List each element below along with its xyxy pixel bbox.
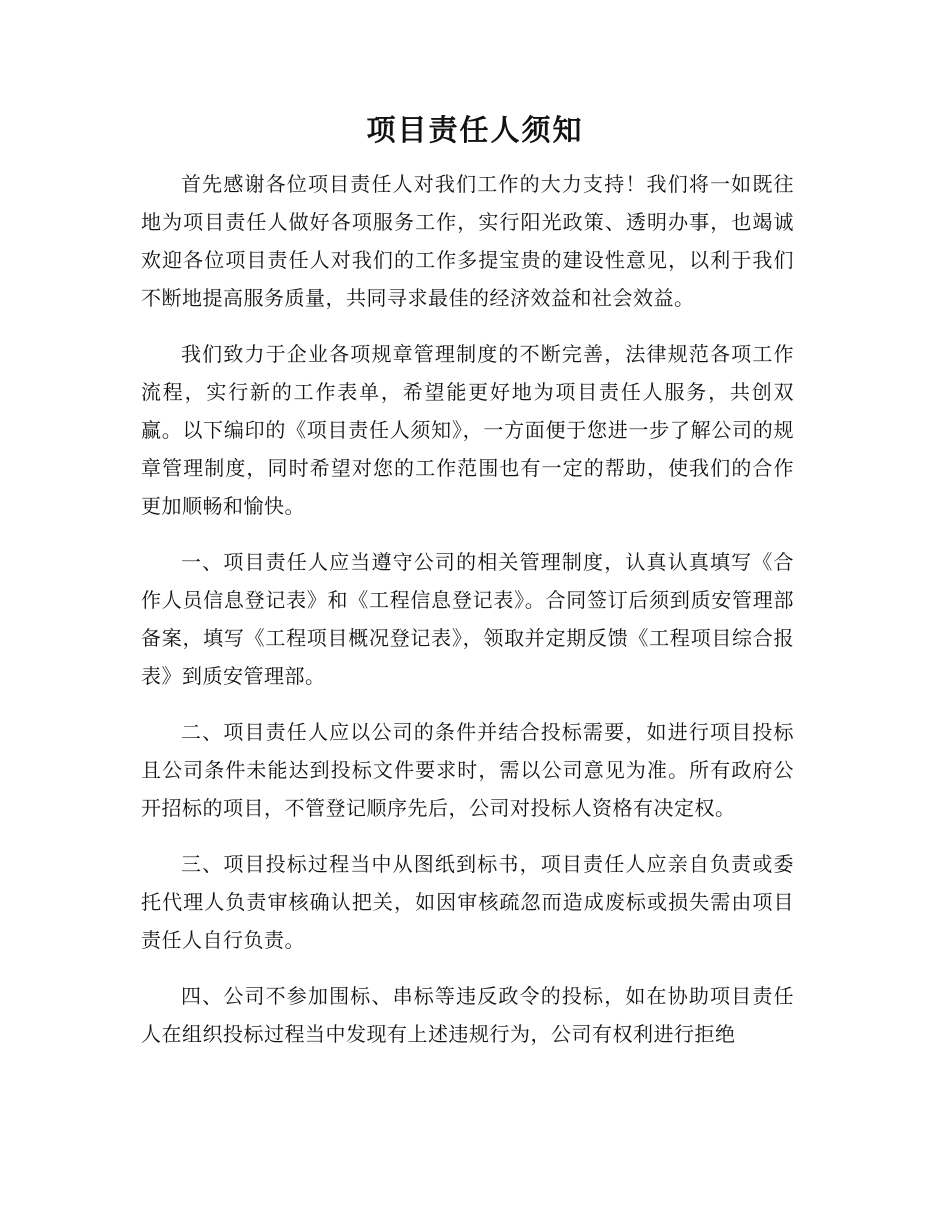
paragraph-item-4: 四、公司不参加围标、串标等违反政令的投标，如在协助项目责任人在组织投标过程当中发现有上述违规行为，公司有权利进行拒绝 xyxy=(141,984,794,1046)
document-title: 项目责任人须知 xyxy=(366,113,584,147)
paragraph-item-1: 一、项目责任人应当遵守公司的相关管理制度，认真认真填写《合作人员信息登记表》和《工程信息登记表》。合同签订后须到质安管理部备案，填写《工程项目概况登记表》，领取并定期反馈《工程项目综合报表》到质安管理部。 xyxy=(141,550,794,688)
paragraph-intro: 首先感谢各位项目责任人对我们工作的大力支持！我们将一如既往地为项目责任人做好各项服务工作，实行阳光政策、透明办事，也竭诚欢迎各位项目责任人对我们的工作多提宝贵的建设性意见，以利于我们不断地提高服务质量，共同寻求最佳的经济效益和社会效益。 xyxy=(141,172,794,310)
document-body xyxy=(141,165,794,1071)
paragraph-item-3: 三、项目投标过程当中从图纸到标书，项目责任人应亲自负责或委托代理人负责审核确认把关，如因审核疏忽而造成废标或损失需由项目责任人自行负责。 xyxy=(141,852,794,952)
paragraph-item-2: 二、项目责任人应以公司的条件并结合投标需要，如进行项目投标且公司条件未能达到投标文件要求时，需以公司意见为准。所有政府公开招标的项目，不管登记顺序先后，公司对投标人资格有决定权。 xyxy=(141,720,794,820)
paragraph-purpose: 我们致力于企业各项规章管理制度的不断完善，法律规范各项工作流程，实行新的工作表单，希望能更好地为项目责任人服务，共创双赢。以下编印的《项目责任人须知》，一方面便于您进一步了解公司的规章管理制度，同时希望对您的工作范围也有一定的帮助，使我们的合作更加顺畅和愉快。 xyxy=(141,342,794,518)
